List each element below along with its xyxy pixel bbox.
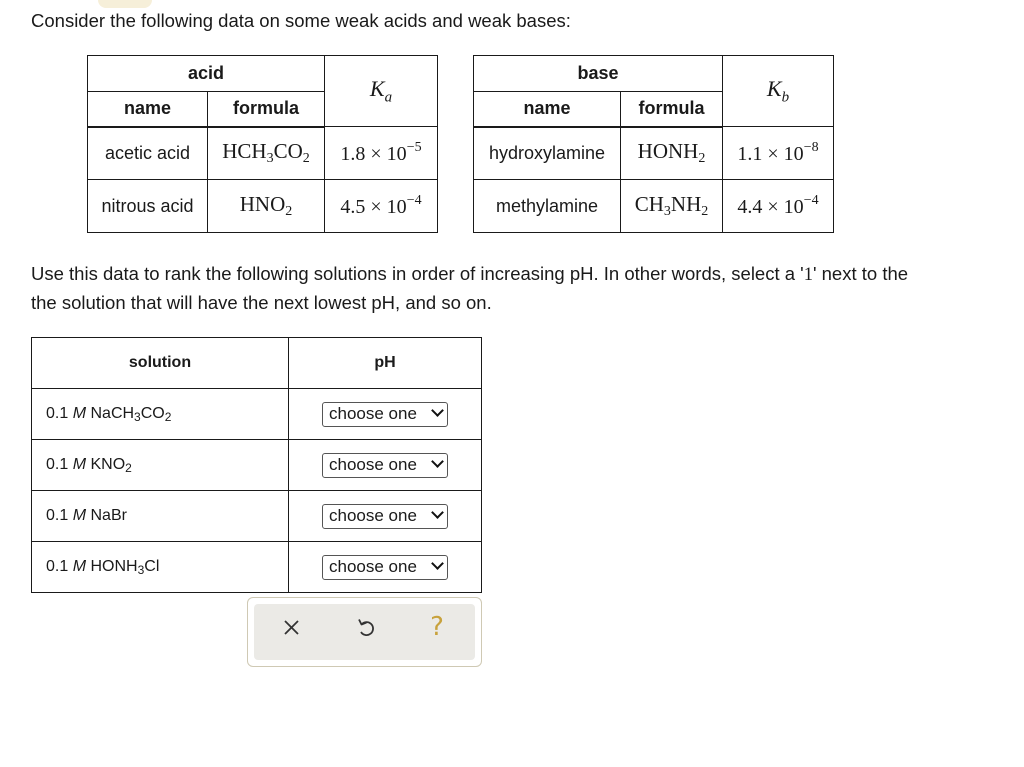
base-kb: $1.1 \times 10^{-8}$: [723, 127, 834, 180]
ka-header: [325, 56, 438, 127]
chevron-down-icon: [431, 404, 444, 417]
clear-button[interactable]: [277, 612, 307, 642]
acid-table: [87, 55, 438, 233]
kb-subscript: b: [781, 89, 790, 106]
ph-rank-select[interactable]: choose one: [322, 402, 448, 427]
ph-cell: [289, 542, 482, 593]
solution-row: [32, 440, 482, 491]
solution-label: 0.1 M $KNO_2$: [32, 440, 289, 491]
base-formula: $CH_3NH_2$: [621, 180, 723, 233]
undo-button[interactable]: [351, 612, 381, 642]
kb-header: [723, 56, 834, 127]
base-row: [474, 127, 834, 180]
solution-row: [32, 491, 482, 542]
ph-cell: [289, 440, 482, 491]
help-icon: ?: [430, 612, 444, 642]
base-row: [474, 180, 834, 233]
instructions-text: [31, 260, 908, 316]
acid-ka: $1.8 \times 10^{-5}$: [325, 127, 438, 180]
acid-row: [88, 180, 438, 233]
solution-label: 0.1 M NaBr: [32, 491, 289, 542]
base-kb: $4.4 \times 10^{-4}$: [723, 180, 834, 233]
chevron-down-icon: [431, 506, 444, 519]
acid-formula: $HNO_2$: [208, 180, 325, 233]
help-button[interactable]: [422, 612, 452, 642]
ka-subscript: a: [384, 89, 393, 106]
ph-header: pH: [289, 338, 482, 389]
ph-cell: [289, 491, 482, 542]
kb-symbol: K: [766, 75, 782, 101]
close-icon: [277, 612, 307, 642]
base-formula-header: formula: [621, 92, 723, 127]
instructions-line1: Use this data to rank the following solutions in order of increasing pH. In other words, select a '1' next to the: [31, 263, 909, 285]
base-name: hydroxylamine: [474, 127, 621, 180]
acid-name: acetic acid: [88, 127, 208, 180]
acid-group-header: acid: [88, 56, 325, 92]
base-name-header: name: [474, 92, 621, 127]
solution-label: 0.1 M $HONH_3Cl$: [32, 542, 289, 593]
acid-formula: $HCH_3CO_2$: [208, 127, 325, 180]
header-tab: [98, 0, 152, 8]
action-bar: [247, 597, 482, 667]
base-name: methylamine: [474, 180, 621, 233]
base-group-header: base: [474, 56, 723, 92]
acid-row: [88, 127, 438, 180]
undo-icon: [351, 612, 381, 642]
solution-row: [32, 389, 482, 440]
acid-name-header: name: [88, 92, 208, 127]
chevron-down-icon: [431, 557, 444, 570]
acid-name: nitrous acid: [88, 180, 208, 233]
ph-cell: [289, 389, 482, 440]
ph-rank-select[interactable]: choose one: [322, 453, 448, 478]
intro-text: Consider the following data on some weak acids and weak bases:: [31, 10, 571, 31]
ph-rank-select[interactable]: choose one: [322, 555, 448, 580]
solution-header: solution: [32, 338, 289, 389]
acid-formula-header: formula: [208, 92, 325, 127]
base-table: [473, 55, 834, 233]
instructions-line2: the solution that will have the next lowest pH, and so on.: [31, 292, 492, 313]
acid-ka: $4.5 \times 10^{-4}$: [325, 180, 438, 233]
chevron-down-icon: [431, 455, 444, 468]
solution-label: 0.1 M $NaCH_3CO_2$: [32, 389, 289, 440]
solution-row: [32, 542, 482, 593]
ph-rank-select[interactable]: choose one: [322, 504, 448, 529]
base-formula: $HONH_2$: [621, 127, 723, 180]
solutions-table: [31, 337, 482, 593]
ka-symbol: K: [369, 75, 385, 101]
